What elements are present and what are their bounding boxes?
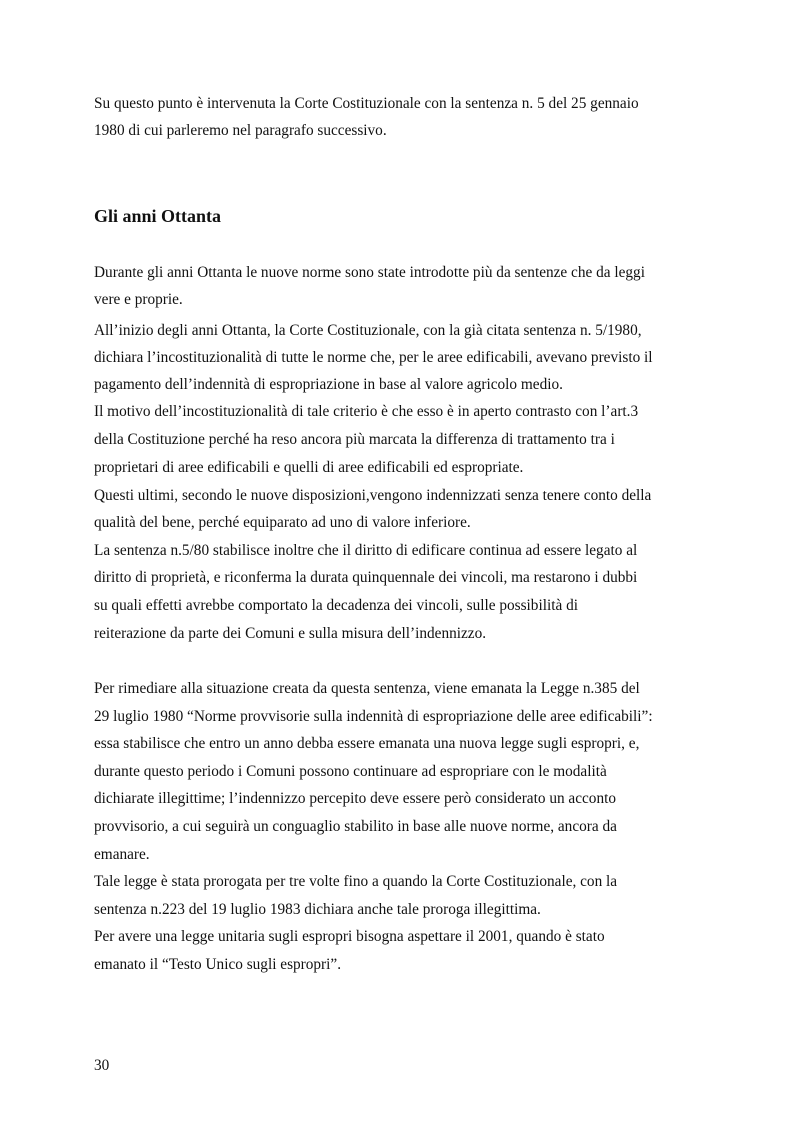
text-line: reiterazione da parte dei Comuni e sulla misura dell’indennizzo.	[94, 625, 487, 642]
text-line: vere e proprie.	[94, 291, 183, 308]
text-line: Il motivo dell’incostituzionalità di tale criterio è che esso è in aperto contrasto con l’art.3	[94, 403, 639, 420]
text-line: emanato il “Testo Unico sugli espropri”.	[94, 956, 342, 973]
text-line: Per rimediare alla situazione creata da questa sentenza, viene emanata la Legge n.385 del	[94, 680, 640, 697]
text-line: provvisorio, a cui seguirà un conguaglio stabilito in base alle nuove norme, ancora da	[94, 818, 617, 835]
text-line: emanare.	[94, 846, 150, 863]
text-line: proprietari di aree edificabili e quelli di aree edificabili ed espropriate.	[94, 459, 524, 476]
text-line: Su questo punto è intervenuta la Corte Costituzionale con la sentenza n. 5 del 25 gennaio	[94, 95, 639, 112]
text-line: Per avere una legge unitaria sugli espropri bisogna aspettare il 2001, quando è stato	[94, 928, 605, 945]
text-line: dichiara l’incostituzionalità di tutte le norme che, per le aree edificabili, avevano previsto il	[94, 349, 653, 366]
text-line: Tale legge è stata prorogata per tre volte fino a quando la Corte Costituzionale, con la	[94, 873, 618, 890]
text-line: durante questo periodo i Comuni possono continuare ad espropriare con le modalità	[94, 763, 607, 780]
text-line: su quali effetti avrebbe comportato la decadenza dei vincoli, sulle possibilità di	[94, 597, 578, 614]
text-line: sentenza n.223 del 19 luglio 1983 dichiara anche tale proroga illegittima.	[94, 901, 541, 918]
text-line: 1980 di cui parleremo nel paragrafo successivo.	[94, 122, 387, 139]
text-line: Durante gli anni Ottanta le nuove norme sono state introdotte più da sentenze che da leggi	[94, 264, 645, 281]
text-line: diritto di proprietà, e riconferma la durata quinquennale dei vincoli, ma restarono i dubbi	[94, 569, 638, 586]
text-line: dichiarate illegittime; l’indennizzo percepito deve essere però considerato un acconto	[94, 790, 616, 807]
page-number: 30	[94, 1057, 110, 1074]
text-line: La sentenza n.5/80 stabilisce inoltre che il diritto di edificare continua ad essere legato al	[94, 542, 638, 559]
text-line: qualità del bene, perché equiparato ad uno di valore inferiore.	[94, 514, 471, 531]
text-line: All’inizio degli anni Ottanta, la Corte Costituzionale, con la già citata sentenza n. 5/1980,	[94, 322, 642, 339]
text-line: essa stabilisce che entro un anno debba essere emanata una nuova legge sugli espropri, e,	[94, 735, 640, 752]
text-line: Questi ultimi, secondo le nuove disposizioni,vengono indennizzati senza tenere conto della	[94, 487, 652, 504]
text-line: 29 luglio 1980 “Norme provvisorie sulla indennità di espropriazione delle aree edificabili”:	[94, 708, 653, 725]
section-heading: Gli anni Ottanta	[94, 206, 222, 226]
text-line: della Costituzione perché ha reso ancora più marcata la differenza di trattamento tra i	[94, 431, 615, 448]
text-line: pagamento dell’indennità di espropriazione in base al valore agricolo medio.	[94, 376, 563, 393]
